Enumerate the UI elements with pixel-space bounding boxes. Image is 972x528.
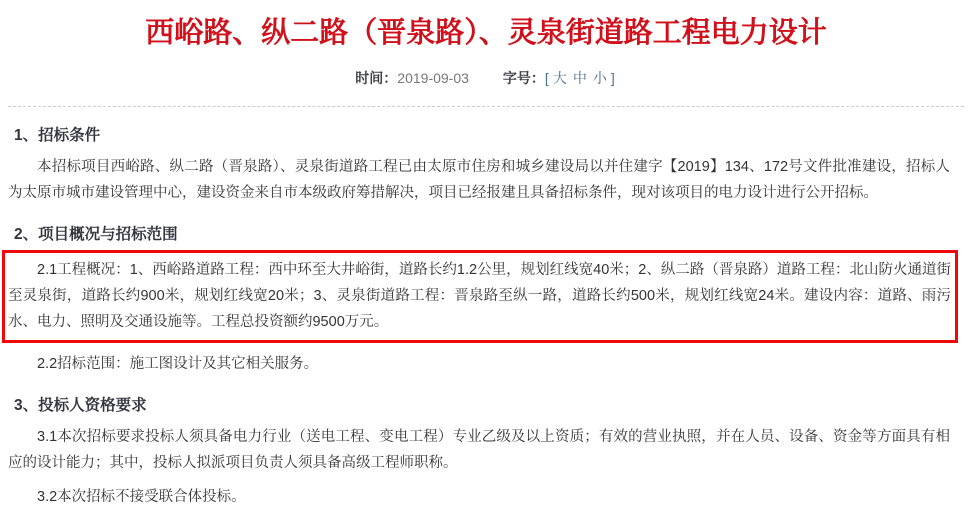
font-small-link[interactable]: 小 (592, 70, 609, 86)
font-medium-link[interactable]: 中 (572, 70, 589, 86)
bracket-close: ] (610, 70, 617, 86)
section-2-heading: 2、项目概况与招标范围 (14, 226, 178, 243)
section-1-heading: 1、招标条件 (14, 127, 101, 144)
font-size-group (503, 68, 617, 88)
publish-time-group (355, 68, 469, 88)
article-body (0, 126, 972, 528)
bracket-open: [ (544, 70, 551, 86)
paragraph-3-2: 3.2本次招标不接受联合体投标。 (37, 489, 246, 505)
fontsize-label: 字号： (502, 70, 545, 86)
time-label: 时间： (355, 70, 398, 86)
paragraph-1-1: 本招标项目西峪路、纵二路（晋泉路）、灵泉街道路工程已由太原市住房和城乡建设局以并住建字【2019】134、172号文件批准建设，招标人为太原市城市建设管理中心，建设资金来自市本级政府筹措解决，项目已经报建且具备招标条件，现对该项目的电力设计进行公开招标。 (8, 159, 950, 201)
font-large-link[interactable]: 大 (552, 70, 569, 86)
page-title: 西峪路、纵二路（晋泉路）、灵泉街道路工程电力设计 (145, 17, 827, 49)
paragraph-2-1: 2.1工程概况：1、西峪路道路工程：西中环至大井峪街，道路长约1.2公里，规划红线宽40米；2、纵二路（晋泉路）道路工程：北山防火通道街至灵泉街，道路长约900米，规划红线宽20米；3、灵泉街道路工程：晋泉路至纵一路，道路长约500米，规划红线宽24米。建设内容：道路、雨污水、电力、照明及交通设施等。工程总投资额约9500万元。 (8, 262, 951, 330)
red-highlight-box (2, 250, 958, 343)
section-3-heading: 3、投标人资格要求 (14, 397, 147, 414)
paragraph-3-1: 3.1本次招标要求投标人须具备电力行业（送电工程、变电工程）专业乙级及以上资质；有效的营业执照，并在人员、设备、资金等方面具有相应的设计能力；其中，投标人拟派项目负责人须具备高级工程师职称。 (8, 429, 950, 471)
paragraph-2-2: 2.2招标范围：施工图设计及其它相关服务。 (37, 356, 319, 372)
meta-bar (0, 68, 972, 88)
font-size-switcher (545, 70, 617, 86)
dashed-divider (8, 106, 964, 107)
publish-date: 2019-09-03 (397, 70, 469, 86)
